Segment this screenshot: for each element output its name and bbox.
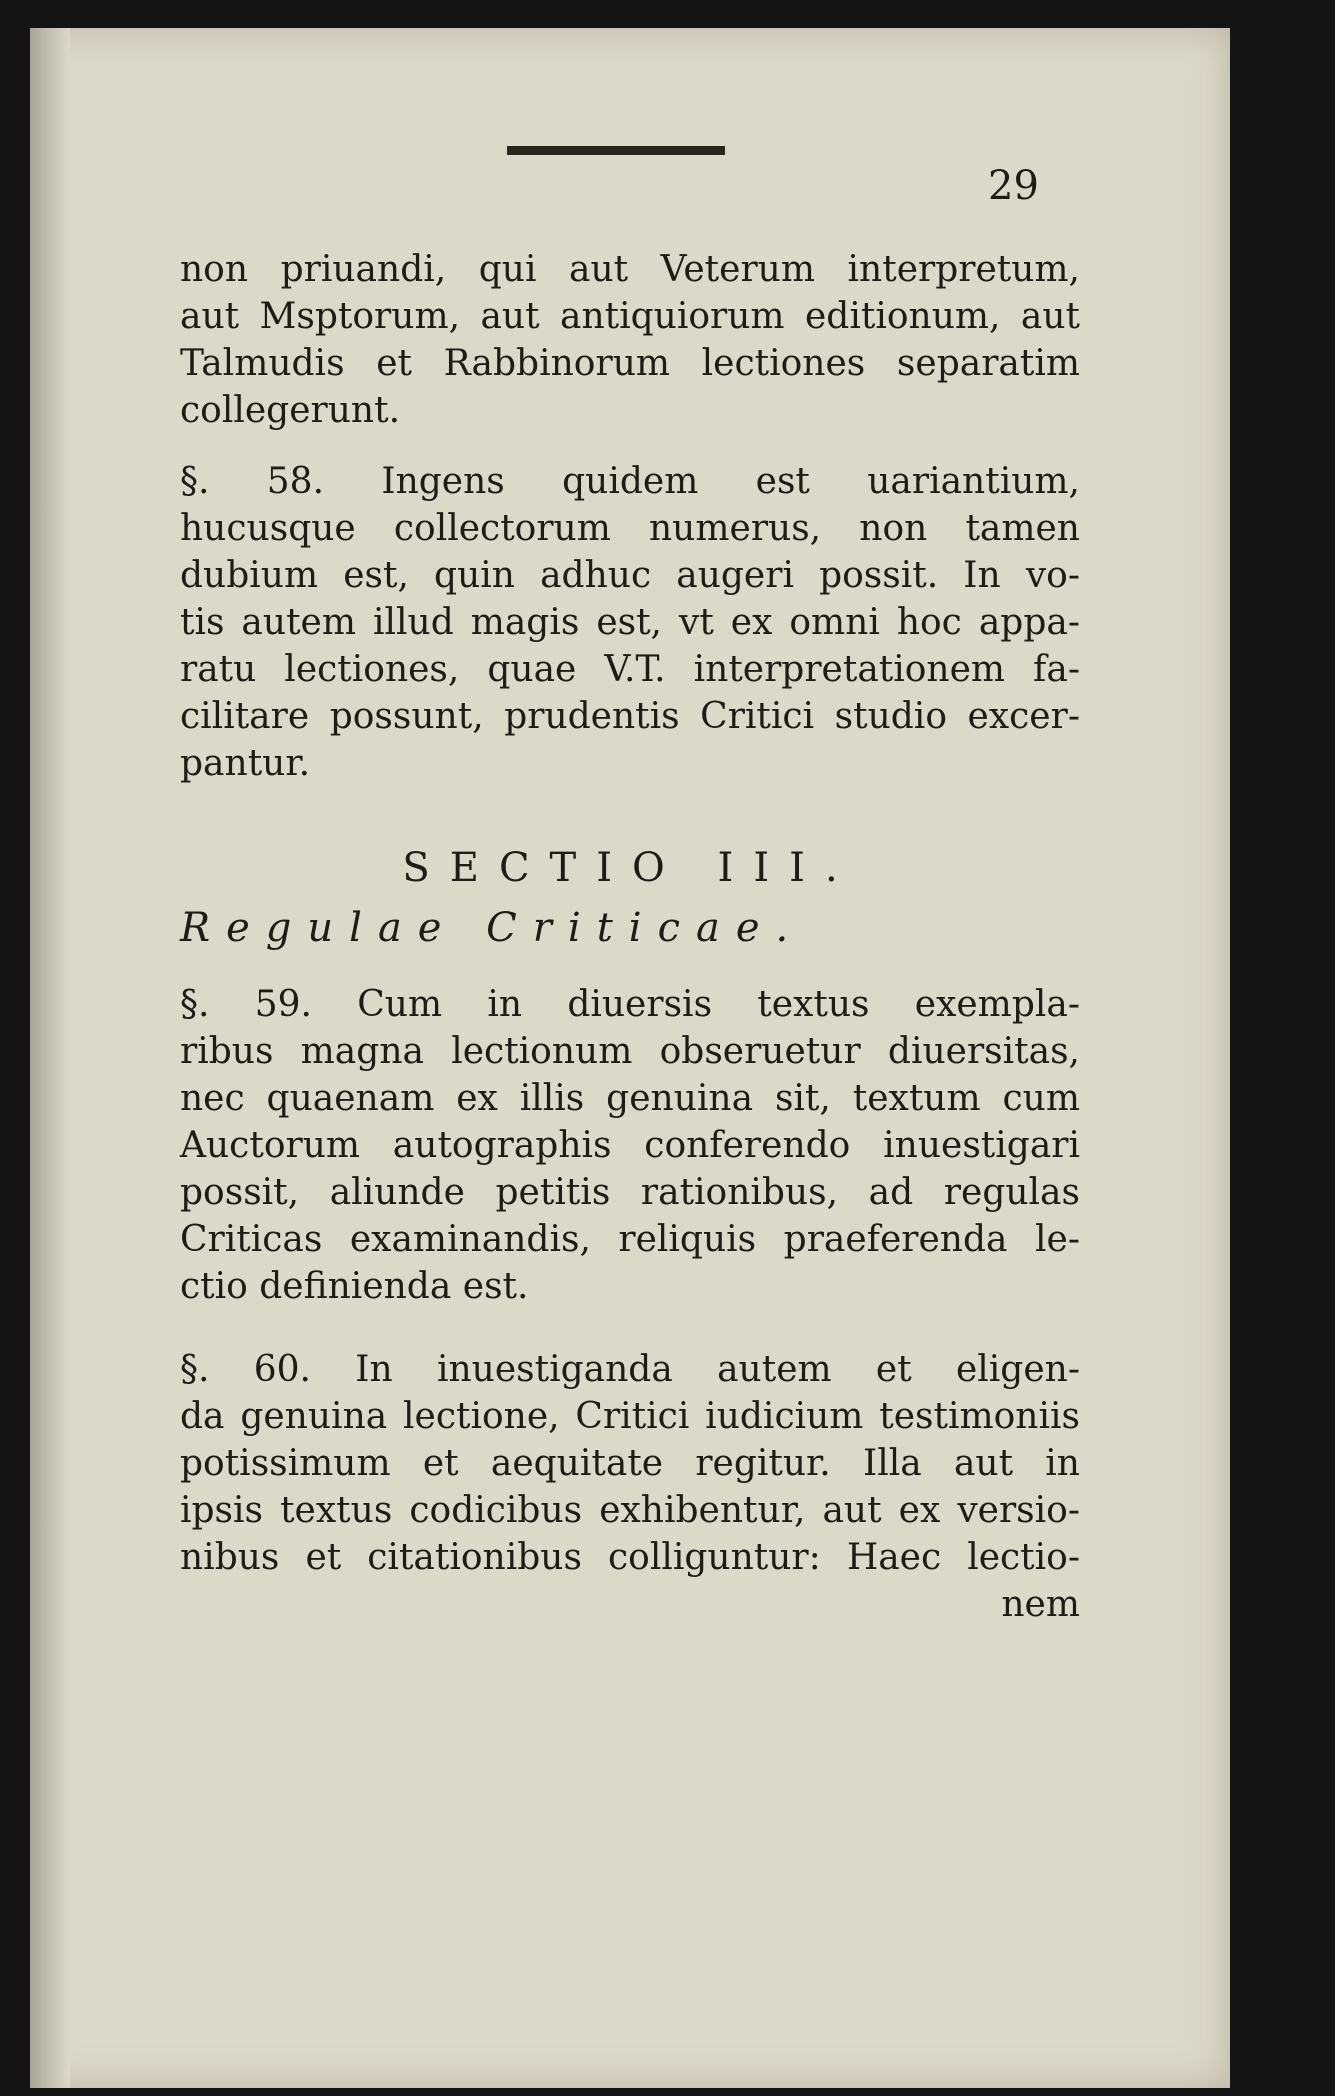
paragraph-58-line: ratu lectiones, quae V.T. interpretationem fa-: [180, 649, 1080, 690]
paragraph-60-line: nibus et citationibus colliguntur: Haec lectio-: [180, 1537, 1080, 1578]
paragraph-59-line: ctio definienda est.: [180, 1266, 529, 1307]
text-line: Talmudis et Rabbinorum lectiones separatim: [180, 343, 1080, 384]
paragraph-60-line: da genuina lectione, Critici iudicium testimoniis: [180, 1396, 1080, 1437]
paragraph-58-line: cilitare possunt, prudentis Critici studio excer-: [180, 696, 1080, 737]
text-line: non priuandi, qui aut Veterum interpretum,: [180, 249, 1080, 290]
paragraph-58-line: dubium est, quin adhuc augeri possit. In vo-: [180, 555, 1080, 596]
paragraph-59-line: §. 59. Cum in diuersis textus exempla-: [180, 984, 1080, 1025]
paragraph-59-line: nec quaenam ex illis genuina sit, textum cum: [180, 1078, 1080, 1119]
paragraph-58-line: tis autem illud magis est, vt ex omni hoc appa-: [180, 602, 1080, 643]
paragraph-59-line: ribus magna lectionum obseruetur diuersitas,: [180, 1031, 1080, 1072]
paragraph-60-line: ipsis textus codicibus exhibentur, aut ex versio-: [180, 1490, 1080, 1531]
paragraph-58-line: hucusque collectorum numerus, non tamen: [180, 508, 1080, 549]
paragraph-59-line: possit, aliunde petitis rationibus, ad regulas: [180, 1172, 1080, 1213]
paragraph-60-line: potissimum et aequitate regitur. Illa aut in: [180, 1443, 1080, 1484]
paragraph-59-line: Criticas examinandis, reliquis praeferenda le-: [180, 1219, 1080, 1260]
paragraph-58-line: pantur.: [180, 743, 311, 784]
section-subtitle: Regulae Criticae.: [180, 905, 805, 951]
book-page: [30, 28, 1230, 2088]
binding-gutter: [30, 28, 70, 2088]
catchword: nem: [1001, 1584, 1080, 1625]
page-number: 29: [988, 163, 1039, 209]
paragraph-59-line: Auctorum autographis conferendo inuestigari: [180, 1125, 1080, 1166]
paragraph-60-line: §. 60. In inuestiganda autem et eligen-: [180, 1349, 1080, 1390]
text-line: aut Msptorum, aut antiquiorum editionum, aut: [180, 296, 1080, 337]
paragraph-58-line: §. 58. Ingens quidem est uariantium,: [180, 461, 1080, 502]
text-line: collegerunt.: [180, 390, 401, 431]
section-heading: SECTIO III.: [402, 845, 858, 891]
body-text: [180, 246, 1080, 1628]
header-rule: [507, 146, 725, 155]
